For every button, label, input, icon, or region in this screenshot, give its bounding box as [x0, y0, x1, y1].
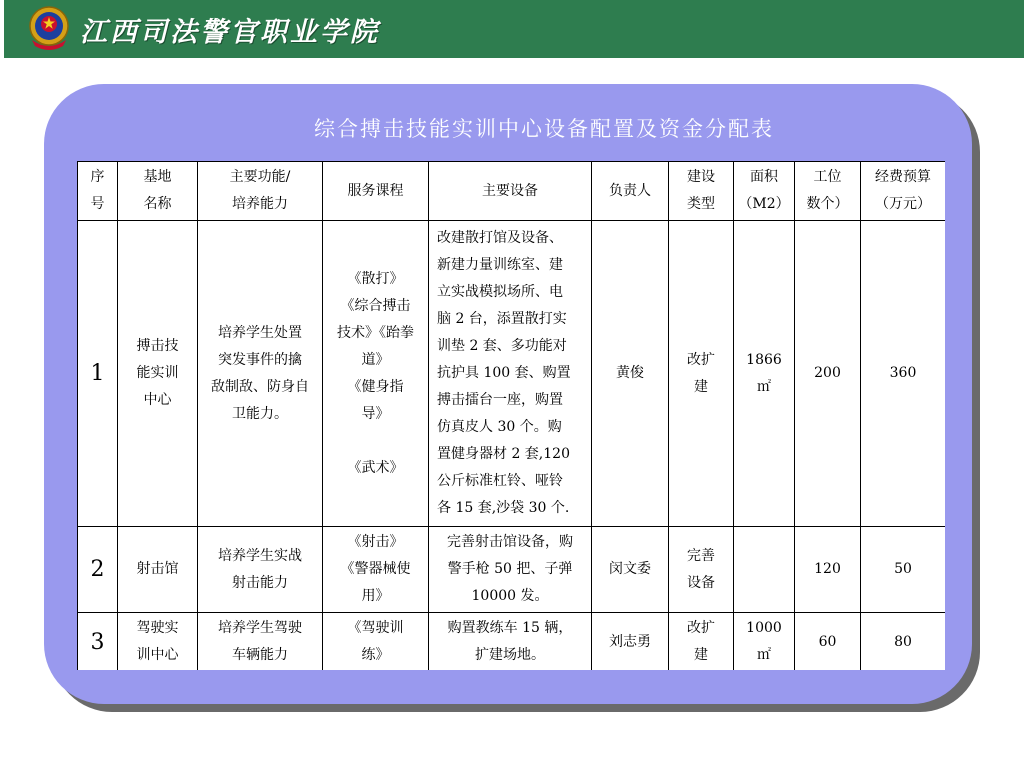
cell-function: 培养学生实战 射击能力 [198, 527, 323, 613]
cell-base-name: 射击馆 [118, 527, 198, 613]
cell-base-name: 驾驶实 训中心 [118, 613, 198, 671]
cell-person: 黄俊 [592, 221, 669, 527]
table-container [77, 161, 945, 670]
cell-budget: 80 [861, 613, 946, 671]
cell-equipment: 完善射击馆设备，购 警手枪 50 把、子弹 10000 发。 [429, 527, 592, 613]
cell-no: 3 [78, 613, 118, 671]
cell-budget: 50 [861, 527, 946, 613]
header-build-type: 建设 类型 [669, 162, 734, 221]
cell-person: 刘志勇 [592, 613, 669, 671]
cell-equipment: 购置教练车 15 辆， 扩建场地。 [429, 613, 592, 671]
cell-no: 1 [78, 221, 118, 527]
header-area: 面积 （M2） [734, 162, 795, 221]
cell-courses: 《驾驶训 练》 [323, 613, 429, 671]
cell-equipment: 改建散打馆及设备、 新建力量训练室、建 立实战模拟场所、电 脑 2 台，添置散打实 训垫 2 套、多功能对 抗护具 100 套、购置 搏击擂台一座，购置 仿真皮人 30 个。购 置健身器材 2 套,120 公斤标准杠铃、哑铃 各 15 套,沙袋 30 个. [429, 221, 592, 527]
table-title: 综合搏击技能实训中心设备配置及资金分配表 [314, 117, 774, 141]
header-courses: 服务课程 [323, 162, 429, 221]
equipment-table [77, 161, 945, 670]
cell-budget: 360 [861, 221, 946, 527]
cell-area: 1866 ㎡ [734, 221, 795, 527]
header-person: 负责人 [592, 162, 669, 221]
cell-area [734, 527, 795, 613]
header-equipment: 主要设备 [429, 162, 592, 221]
header-base-name: 基地 名称 [118, 162, 198, 221]
cell-base-name: 搏击技 能实训 中心 [118, 221, 198, 527]
cell-courses: 《射击》 《警器械使 用》 [323, 527, 429, 613]
header-no: 序 号 [78, 162, 118, 221]
table-row [78, 613, 946, 671]
cell-no: 2 [78, 527, 118, 613]
header-bar [4, 0, 1024, 58]
table-row [78, 221, 946, 527]
cell-area: 1000 ㎡ [734, 613, 795, 671]
cell-stations: 60 [795, 613, 861, 671]
cell-stations: 200 [795, 221, 861, 527]
cell-stations: 120 [795, 527, 861, 613]
cell-build-type: 完善 设备 [669, 527, 734, 613]
table-header-row [78, 162, 946, 221]
cell-person: 闵文委 [592, 527, 669, 613]
school-name: 江西司法警官职业学院 [80, 17, 380, 48]
cell-build-type: 改扩 建 [669, 221, 734, 527]
header-function: 主要功能/ 培养能力 [198, 162, 323, 221]
cell-function: 培养学生处置 突发事件的擒 敌制敌、防身自 卫能力。 [198, 221, 323, 527]
table-row [78, 527, 946, 613]
header-budget: 经费预算 （万元） [861, 162, 946, 221]
header-stations: 工位 数个） [795, 162, 861, 221]
cell-function: 培养学生驾驶 车辆能力 [198, 613, 323, 671]
cell-build-type: 改扩 建 [669, 613, 734, 671]
cell-courses: 《散打》 《综合搏击 技术》《跆拳 道》 《健身指 导》 《武术》 [323, 221, 429, 527]
police-emblem-icon [26, 4, 72, 52]
